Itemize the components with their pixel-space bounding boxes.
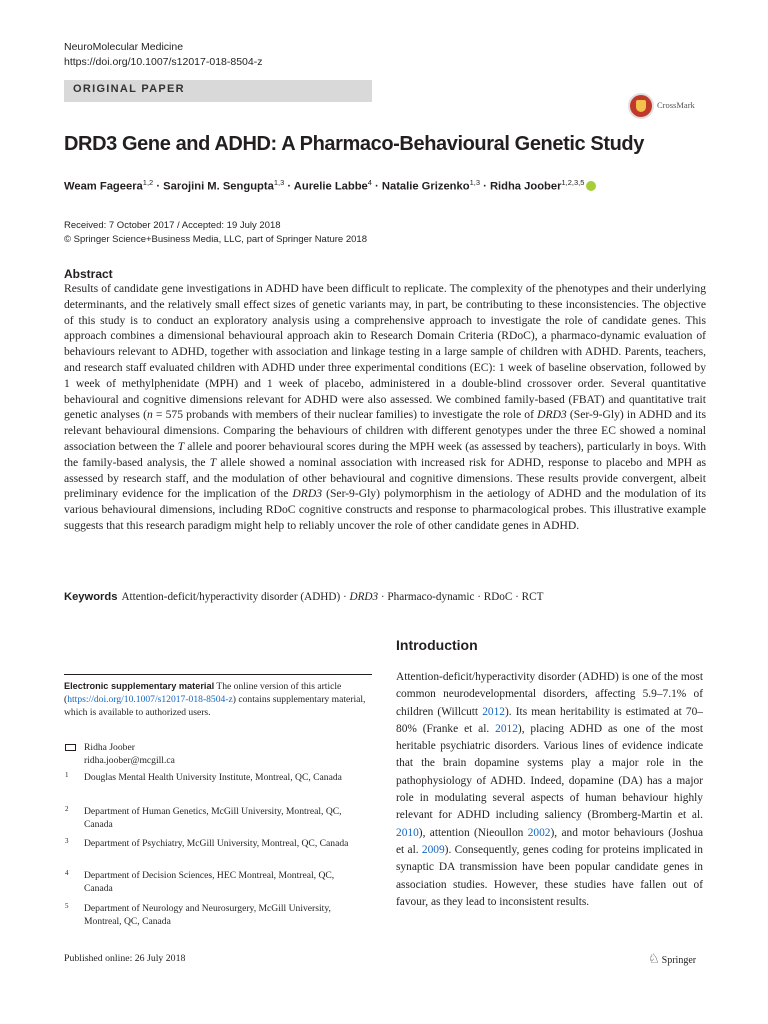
author-name[interactable]: Ridha Joober <box>489 180 562 193</box>
citation-link[interactable]: 2009 <box>421 843 445 856</box>
introduction-body: Attention-deficit/hyperactivity disorder (ADHD) is one of the most common neurodevelopmental disorders, affecting 5.9–7.1% of children (Willcutt 2012). Its mean heritability is estimated at 70–80% (Franke et al. 2012), placing ADHD as one of the most heritable psychiatric disorders. Various lines of evidence indicate that the brain dopamine systems play a major role in the pathophysiology of ADHD. Indeed, dopamine (DA) has a major role in modulating several aspects of human behaviour highly relevant for ADHD including saliency (Bromberg-Martin et al. 2010), attention (Nieoullon 2002), and motor behaviours (Joshua et al. 2009). Consequently, genes coding for proteins implicated in synaptic DA transmission have been popular candidate genes in association studies. However, these studies have fallen out of favour, as they lead to inconsistent results. <box>396 671 704 908</box>
correspondence <box>64 741 364 767</box>
author-separator: · <box>371 180 382 193</box>
author-name[interactable]: Sarojini M. Sengupta <box>163 180 274 193</box>
author-separator: · <box>284 180 294 193</box>
abstract-heading: Abstract <box>64 267 113 281</box>
affiliation-number: 5 <box>65 902 69 910</box>
envelope-icon <box>65 744 76 751</box>
article-type-label: ORIGINAL PAPER <box>73 83 185 95</box>
orcid-icon[interactable] <box>586 181 596 191</box>
author-affiliation-sup: 1,3 <box>273 178 285 187</box>
author-affiliation-sup: 4 <box>367 178 372 187</box>
affiliation-text: Department of Psychiatry, McGill University, Montreal, QC, Canada <box>84 838 349 849</box>
journal-header <box>64 40 262 70</box>
introduction-heading: Introduction <box>396 637 478 653</box>
article-dates <box>64 219 367 247</box>
author-list <box>64 178 596 193</box>
article-title: DRD3 Gene and ADHD: A Pharmaco-Behavioural Genetic Study <box>64 133 644 155</box>
affiliation-text: Department of Human Genetics, McGill University, Montreal, QC, Canada <box>84 806 342 831</box>
article-type-ribbon <box>64 80 372 102</box>
citation-link[interactable]: 2012 <box>482 705 505 718</box>
abstract-body: Results of candidate gene investigations in ADHD have been difficult to replicate. The complexity of the phenotypes and their underlying determinants, and the relatively small effect sizes of genetic variants may, in part, be contributing to these inconsistencies. The objective of this study is to conduct an exploratory analysis using a comprehensive approach to investigate the role of candidate genes. This approach combines a dimensional behavioural approach akin to Research Domain Criteria (RDoC), a pharmaco-dynamic evaluation of behaviours relevant to ADHD, together with association and linkage testing in a large sample of children with ADHD. Parents, teachers, and research staff evaluated children with ADHD under three experimental conditions (EC): 1 week of baseline observation, followed by 1 week of methylphenidate (MPH) and 1 week of placebo, administered in a double-blind crossover order. Several quantitative behavioural and cognitive dimensions relevant for ADHD were also assessed. We combined family-based (FBAT) and quantitative trait genetic analyses (n = 575 probands with members of their nuclear families) to investigate the role of DRD3 (Ser-9-Gly) in ADHD and its relevant behavioural dimensions. Comparing the behaviours of children with different genotypes under the three EC showed a nominal association between the T allele and poorer behavioural scores during the MPH week (as assessed by teachers), particularly in boys. With the family-based analysis, the T allele showed a nominal association with increased risk for ADHD, response to placebo and MPH as assessed by research staff, and the modulation of other behavioural and cognitive dimensions. These results provide convergent, albeit preliminary evidence for the implication of the DRD3 (Ser-9-Gly) polymorphism in the aetiology of ADHD and the modulation of its various behavioural dimensions, including RDoC cognitive constructs and response to pharmacological probes. This illustrative example suggests that this research paradigm might help to reliably uncover the role of other candidate genes in ADHD. <box>64 282 707 532</box>
publisher-logo <box>648 951 696 967</box>
affiliation-item <box>64 805 364 831</box>
affiliation-number: 4 <box>65 869 69 877</box>
crossmark-icon <box>628 93 654 119</box>
doi-link[interactable]: https://doi.org/10.1007/s12017-018-8504-z <box>64 56 263 68</box>
affiliation-text: Douglas Mental Health University Institute, Montreal, QC, Canada <box>84 772 342 783</box>
author-affiliation-sup: 1,2,3,5 <box>561 178 585 187</box>
footnote-divider <box>64 674 372 675</box>
keywords: Keywords Attention-deficit/hyperactivity disorder (ADHD) · DRD3 · Pharmaco-dynamic · RDoC · RCT <box>64 591 544 603</box>
author-name[interactable]: Weam Fageera <box>64 180 143 193</box>
citation-link[interactable]: 2010 <box>396 826 419 839</box>
author-name[interactable]: Aurelie Labbe <box>293 180 368 193</box>
citation-link[interactable]: 2002 <box>527 826 551 839</box>
author-affiliation-sup: 1,2 <box>142 178 154 187</box>
citation-link[interactable]: 2012 <box>495 722 518 735</box>
correspondence-name: Ridha Joober <box>84 742 135 753</box>
copyright-notice: © Springer Science+Business Media, LLC, part of Springer Nature 2018 <box>64 234 367 245</box>
author-name[interactable]: Natalie Grizenko <box>381 180 470 193</box>
affiliation-number: 3 <box>65 837 69 845</box>
author-affiliation-sup: 1,3 <box>469 178 480 187</box>
author-separator: · <box>153 180 164 193</box>
supplementary-label: Electronic supplementary material <box>64 681 215 691</box>
received-accepted-dates: Received: 7 October 2017 / Accepted: 19 July 2018 <box>64 220 281 231</box>
affiliation-text: Department of Decision Sciences, HEC Montreal, Montreal, QC, Canada <box>84 870 335 895</box>
springer-horse-icon: ♘ <box>648 951 660 966</box>
affiliation-item <box>64 771 364 784</box>
journal-name: NeuroMolecular Medicine <box>64 41 184 53</box>
correspondence-email[interactable]: ridha.joober@mcgill.ca <box>84 755 175 767</box>
affiliation-text: Department of Neurology and Neurosurgery, McGill University, Montreal, QC, Canada <box>84 903 331 928</box>
affiliation-number: 1 <box>65 771 69 779</box>
affiliation-item <box>64 869 364 895</box>
crossmark-label: CrossMark <box>657 100 695 110</box>
supplementary-link[interactable]: https://doi.org/10.1007/s12017-018-8504-z <box>67 694 233 706</box>
affiliation-number: 2 <box>65 805 69 813</box>
crossmark-badge[interactable] <box>628 93 704 123</box>
affiliation-item <box>64 902 364 928</box>
affiliation-item <box>64 837 364 850</box>
keywords-label: Keywords <box>64 591 118 603</box>
author-separator: · <box>480 180 490 193</box>
publisher-name: Springer <box>661 955 697 966</box>
published-date: Published online: 26 July 2018 <box>64 953 186 964</box>
supplementary-note: Electronic supplementary material The online version of this article (https://doi.org/10.1007/s12017-018-8504-z) contains supplementary material, which is available to authorized users. <box>64 681 366 719</box>
